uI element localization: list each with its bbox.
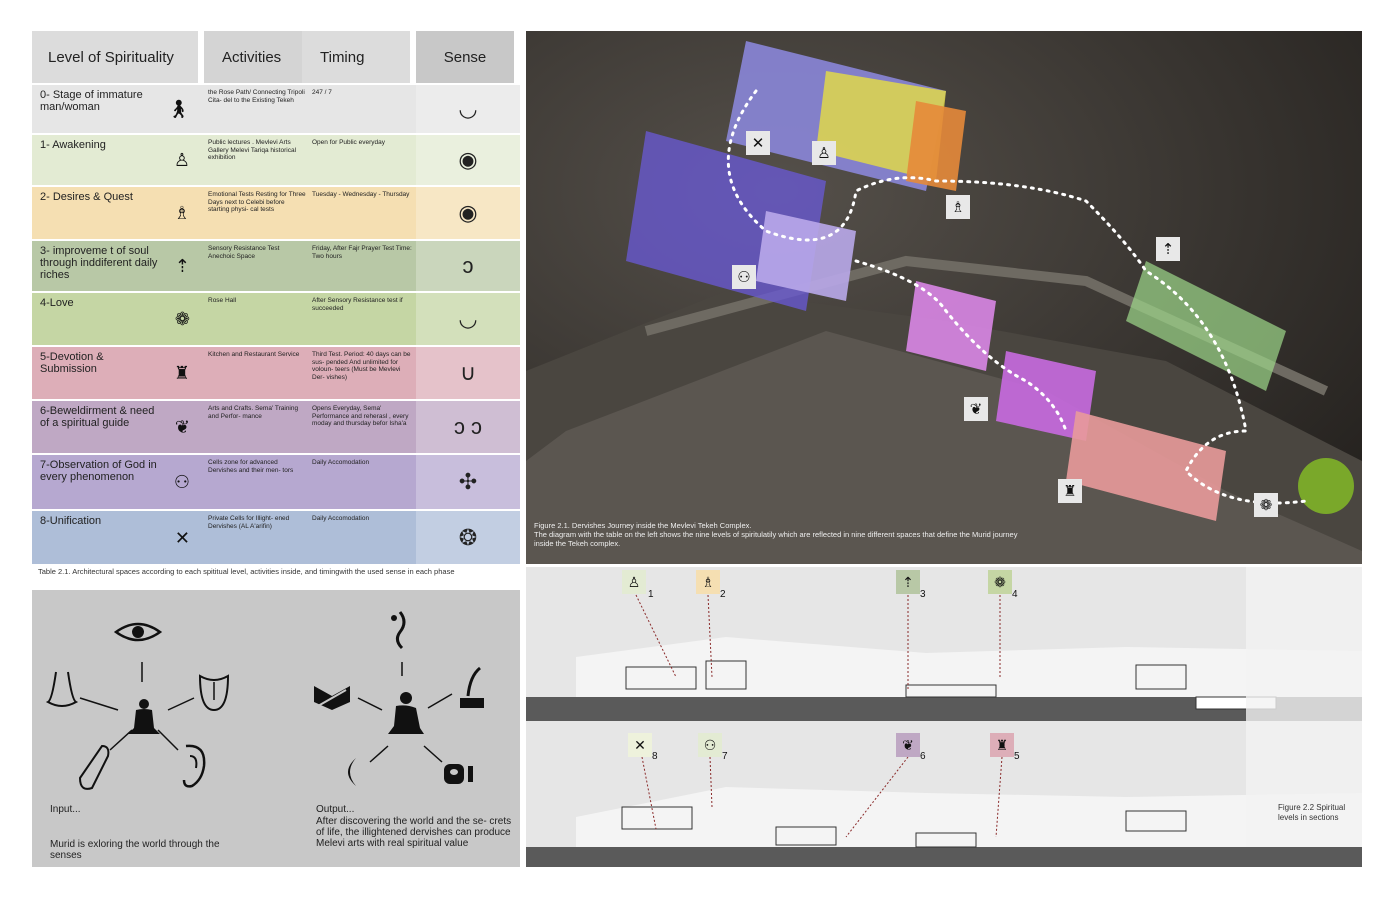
table-header	[32, 31, 520, 83]
level-label: 4-Love	[40, 297, 74, 309]
sections-drawing	[526, 567, 1362, 867]
render-badge-two-persons-icon: ⚇	[732, 265, 756, 289]
nose-icon	[48, 672, 76, 706]
eye-icon: ◉	[458, 200, 478, 225]
finger-icon	[80, 746, 108, 789]
section-number-3: 3	[920, 589, 926, 600]
section-tag-standing-icon: ♙	[622, 570, 646, 594]
section-tag-cook-icon: ♜	[990, 733, 1014, 757]
quran-book-icon	[314, 686, 350, 710]
level-label: 1- Awakening	[40, 139, 106, 151]
table-row	[32, 509, 520, 564]
table-row	[32, 399, 520, 453]
render-badge-kneeling-icon: ♗	[946, 195, 970, 219]
sections-caption: Figure 2.2 Spiritual levels in sections	[1278, 803, 1346, 822]
brain-icon: ❂	[458, 524, 478, 550]
table-row	[32, 133, 520, 185]
section-number-8: 8	[652, 751, 658, 762]
tekeh-complex-render	[526, 31, 1362, 564]
input-text: Murid is exloring the world through the senses	[50, 839, 220, 861]
level-cell	[32, 135, 204, 185]
header-activities: Activities	[198, 31, 302, 83]
render-caption-text: The diagram with the table on the left shows the nine levels of spiritulatily which are reflected in nine different spaces that define the Murid journey inside the Tekeh complex.	[534, 530, 1018, 548]
table-row	[32, 453, 520, 509]
section-tag-kneeling-icon: ♗	[696, 570, 720, 594]
level-label: 5-Devotion & Submission	[40, 351, 104, 375]
level-label: 3- improveme t of soul through inddiferent daily riches	[40, 245, 158, 281]
section-number-2: 2	[720, 589, 726, 600]
render-badge-rose-icon: ❁	[1254, 493, 1278, 517]
quran-stand-icon: ✕	[174, 527, 190, 548]
output-label: Output...	[316, 804, 355, 815]
sense-cell	[416, 347, 520, 399]
table-row	[32, 291, 520, 345]
nose-icon: ◡	[458, 306, 478, 331]
meditating-person-icon	[128, 699, 160, 734]
kneeling-dervish-icon	[388, 692, 424, 734]
timing-cell: 247 / 7	[312, 89, 332, 96]
render-caption-title: Figure 2.1. Dervishes Journey inside the Mevlevi Tekeh Complex.	[534, 521, 752, 530]
standing-person-icon: ♙	[173, 150, 190, 170]
table-row	[32, 345, 520, 399]
section-tag-calligraphy-icon: ❦	[896, 733, 920, 757]
header-sense: Sense	[410, 31, 514, 83]
site-sections	[526, 567, 1362, 867]
ear-icon	[184, 746, 204, 787]
rose-icon: ❁	[174, 309, 190, 329]
activities-cell: Kitchen and Restaurant Service	[208, 351, 300, 358]
input-label: Input...	[50, 804, 81, 815]
level-cell	[32, 455, 204, 509]
header-level: Level of Spirituality	[32, 31, 198, 83]
person-in-box-icon: ⇡	[174, 256, 190, 276]
sense-cell	[416, 455, 520, 509]
green-tree	[1298, 458, 1354, 514]
section-tag-two-persons-icon: ⚇	[698, 733, 722, 757]
section-number-4: 4	[1012, 589, 1018, 600]
sense-cell	[416, 511, 520, 564]
render-caption	[534, 521, 1034, 548]
activities-cell: the Rose Path/ Connecting Tripoli Cita- del to the Existing Tekeh	[208, 89, 305, 104]
section-tag-quran-icon: ✕	[628, 733, 652, 757]
tongue-icon: ∪	[459, 360, 477, 385]
timing-cell: After Sensory Resistance test if succeeded	[312, 297, 403, 312]
timing-cell: Friday, After Fajr Prayer Test Time: Two hours	[312, 245, 412, 260]
table-row	[32, 239, 520, 291]
header-timing: Timing	[302, 31, 410, 83]
timing-cell: Third Test. Period: 40 days can be sus- pended And unlimited for voloun- teers (Must be Mevlevi Der- vishes)	[312, 351, 411, 381]
table-row	[32, 185, 520, 239]
sense-cell	[416, 293, 520, 345]
level-cell	[32, 187, 204, 239]
ear-and-finger-icon: ↄ ↄ	[453, 414, 483, 439]
activities-cell: Emotional Tests Resting for Three Days next to Celebi before starting physi- cal tests	[208, 191, 306, 213]
eye-icon: ◉	[458, 147, 478, 172]
level-cell	[32, 511, 204, 564]
spirituality-table	[32, 31, 520, 566]
kneeling-person-icon: ♗	[173, 203, 190, 223]
section-tag-rose-icon: ❁	[988, 570, 1012, 594]
sense-cell	[416, 85, 520, 133]
sense-cell	[416, 241, 520, 291]
timing-cell: Daily Accomodation	[312, 459, 370, 466]
calligraphy-icon: ❦	[174, 417, 190, 437]
level-label: 2- Desires & Quest	[40, 191, 133, 203]
level-label: 8-Unification	[40, 515, 102, 527]
eye-icon	[116, 624, 160, 640]
activities-cell: Public lectures . Mevlevi Arts Gallery Melevi Tariqa historical exhibition	[208, 139, 297, 161]
quill-inkwell-icon	[460, 668, 484, 708]
timing-cell: Open for Public everyday	[312, 139, 385, 146]
section-tag-box-icon: ⇡	[896, 570, 920, 594]
output-text: After discovering the world and the se- crets of life, the illightened dervishes can produce Melevi arts with real spiritual value	[316, 816, 512, 849]
senses-io-panel	[32, 590, 520, 867]
crescent-moon-icon	[348, 758, 356, 786]
activities-cell: Cells zone for advanced Dervishes and their men- tors	[208, 459, 294, 474]
cook-icon: ♜	[173, 363, 190, 383]
level-cell	[32, 85, 204, 133]
table-caption: Table 2.1. Architectural spaces according to each spititual level, activities inside, and timingwith the used sense in each phase	[38, 567, 455, 576]
sense-cell	[416, 187, 520, 239]
activities-cell: Private Cells for Illight- ened Dervishes (AL A'arifin)	[208, 515, 290, 530]
level-label: 7-Observation of God in every phenomenon	[40, 459, 157, 483]
section-number-5: 5	[1014, 751, 1020, 762]
level-cell	[32, 401, 204, 453]
section-number-6: 6	[920, 751, 926, 762]
activities-cell: Sensory Resistance Test Anechoic Space	[208, 245, 280, 260]
ear-icon: ↄ	[462, 253, 474, 278]
dervish-dance-icon	[391, 612, 404, 648]
render-badge-cook-icon: ♜	[1058, 479, 1082, 503]
render-badge-box-icon: ⇡	[1156, 237, 1180, 261]
render-badge-quran-icon: ✕	[746, 131, 770, 155]
render-illustration	[526, 31, 1362, 564]
activities-cell: Arts and Crafts. Sema' Training and Perfor- mance	[208, 405, 299, 420]
level-cell	[32, 293, 204, 345]
section-number-7: 7	[722, 751, 728, 762]
timing-cell: Opens Everyday, Sema' Performance and reherasl , every moday and thursday befor Isha'a	[312, 405, 409, 427]
two-persons-icon: ⚇	[173, 472, 190, 492]
bottom-section-ground	[526, 847, 1362, 867]
sense-cell	[416, 401, 520, 453]
table-row	[32, 83, 520, 133]
level-cell	[32, 241, 204, 291]
timing-cell: Daily Accomodation	[312, 515, 370, 522]
tongue-icon	[200, 676, 228, 710]
level-label: 6-Beweldirment & need of a spiritual guide	[40, 405, 155, 429]
nose-icon: ◡	[458, 96, 478, 121]
timing-cell: Tuesday - Wednesday - Thursday	[312, 191, 410, 198]
render-badge-calligraphy-icon: ❦	[964, 397, 988, 421]
cooking-pot-icon	[444, 764, 473, 784]
activities-cell: Rose Hall	[208, 297, 237, 304]
walking-person-icon: 🚶︎	[167, 99, 190, 119]
level-label: 0- Stage of immature man/woman	[40, 89, 143, 113]
section-number-1: 1	[648, 589, 654, 600]
level-cell	[32, 347, 204, 399]
sense-cell	[416, 135, 520, 185]
all-senses-icon: ✣	[458, 469, 478, 494]
render-badge-standing-icon: ♙	[812, 141, 836, 165]
